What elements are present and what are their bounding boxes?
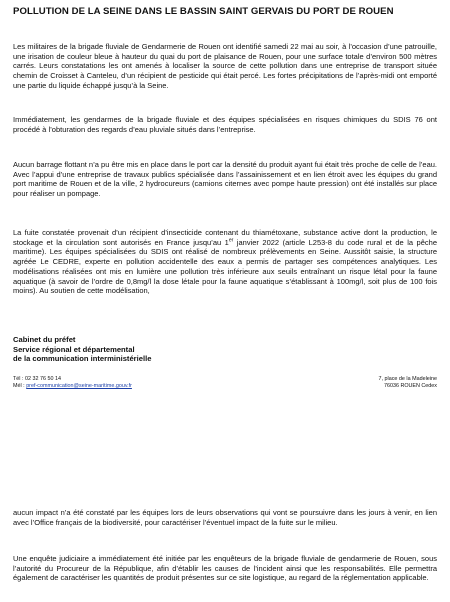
paragraph-1: Les militaires de la brigade fluviale de Gendarmerie de Rouen ont identifié samedi 22 mai au soir, à l’occasion d’une patrouille, une irisation de couleur bleue à hauteur du quai du port de plaisance de Rouen, pour une surface totale d’environ 500 mètres carrés. Leurs constatations les ont amenés à localiser la source de cette pollution dans une entreprise de transport située chemin de Croisset à Canteleu, d’un récipient de pesticide qui était percé. Les fortes précipitations de l’après-midi ont emporté une partie du liquide échappé jusqu’à la Seine. <box>13 42 437 90</box>
email-label: Mél : <box>13 383 27 390</box>
email-link[interactable]: pref-communication@seine-maritime.gouv.fr <box>26 383 132 390</box>
paragraph-4 <box>13 228 437 296</box>
postal-address <box>379 376 437 391</box>
address-line-2: 76036 ROUEN Cedex <box>383 383 437 390</box>
signature-line-1: Cabinet du préfet <box>13 335 76 344</box>
signature-line-2: Service régional et départemental <box>13 344 135 354</box>
signature-line-3: de la communication interministérielle <box>13 354 152 364</box>
email-line <box>13 383 132 390</box>
paragraph-5: aucun impact n’a été constaté par les équipes lors de leurs observations qui vont se poursuivre dans les jours à venir, en lien avec l’Office français de la biodiversité, pour caractériser l’éventuel impact de la fuite sur le milieu. <box>13 508 437 527</box>
page-gap <box>0 466 450 502</box>
contact-info <box>13 376 132 391</box>
address-line-1: 7, place de la Madeleine <box>378 376 437 382</box>
page-2 <box>0 502 450 602</box>
phone-number: Tél : 02 32 76 50 14 <box>13 376 61 382</box>
paragraph-6: Une enquête judiciaire a immédiatement été initiée par les enquêteurs de la brigade fluviale de gendarmerie de Rouen, sous l’autorité du Procureur de la République, afin d’établir les causes de l’incident ainsi que les responsabilités. Elle permettra également de caractériser les quantités de produit présentes sur ce site logistique, au regard de la réglementation applicable. <box>13 554 437 583</box>
paragraph-2: Immédiatement, les gendarmes de la brigade fluviale et des équipes spécialisées en risques chimiques du SDIS 76 ont procédé à l’obturation des regards d’eau pluviale situés dans l’entreprise. <box>13 115 437 134</box>
paragraph-3: Aucun barrage flottant n’a pu être mis en place dans le port car la densité du produit ayant fui était très proche de celle de l’eau. Avec l’appui d’une entreprise de travaux publics spécialisée dans l’assainissement et en lien étroit avec les équipes du grand port maritime de Rouen et de la ville, 2 hydrocureurs (camions citernes avec pompe haute pression) ont été installés sur place pour réaliser un pompage. <box>13 160 437 199</box>
document-title: POLLUTION DE LA SEINE DANS LE BASSIN SAINT GERVAIS DU PORT DE ROUEN <box>13 6 394 17</box>
paragraph-4-text-b: janvier 2022 (article L253-8 du code rural et de la pêche maritime). Les équipes spécialisées du SDIS ont réalisé de nombreux prélèvements en Seine. Aussitôt saisie, la structure agréée Le CEDRE, experte en pollution accidentelle des eaux a permis de partager ses compétences analytiques. Les modélisations réalisées ont mis en lumière une pollution très inférieure aux seuils entraînant un risque létal pour la faune aquatique (à savoir de l’ordre de 0,8mg/l la dose létale pour la faune aquatique s’établissant à 100mg/l, soit plus de 100 fois moins). Au soutien de cette modélisation, <box>13 237 437 296</box>
paragraph-4-superscript: er <box>228 237 234 244</box>
signature-block <box>13 335 151 364</box>
paragraph-4-text-a: La fuite constatée provenait d’un récipient d’insecticide contenant du thiamétoxane, substance active dont la production, le stockage et la circulation sont autorisés en France jusqu’au 1 <box>13 228 437 247</box>
